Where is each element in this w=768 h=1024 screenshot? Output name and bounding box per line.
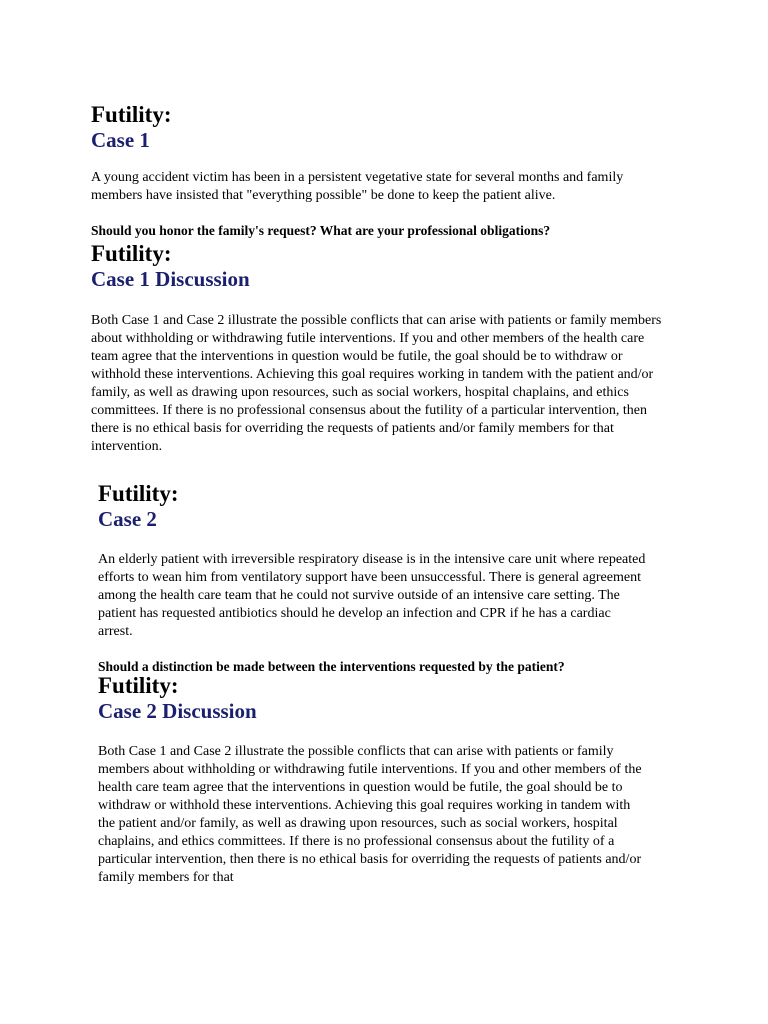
case1-discussion-heading: Futility: [91,241,172,266]
case2-discussion-body: Both Case 1 and Case 2 illustrate the possible conflicts that can arise with patients or family members about withholding or withdrawing futile interventions. If you and other members of the health care team agree that the interventions in question would be futile, the goal should be to withdraw or withhold these interventions. Achieving this goal requires working in tandem with the patient and/or family, as well as drawing upon resources, such as social workers, hospital chaplains, and ethics committees. If there is no professional consensus about the futility of a particular intervention, then there is no ethical basis for overriding the requests of patients and/or family members for that [98,744,642,885]
case1-heading: Futility: [91,102,172,127]
case2-discussion-section [98,672,643,887]
case2-discussion-subheading: Case 2 Discussion [98,699,257,723]
case2-question: Should a distinction be made between the interventions requested by the patient? [98,659,565,674]
case2-subheading: Case 2 [98,507,157,531]
case1-body: A young accident victim has been in a persistent vegetative state for several months and family members have insisted that "everything possible" be done to keep the patient alive. [91,170,624,203]
case1-subheading: Case 1 [91,128,150,152]
case1-discussion-body: Both Case 1 and Case 2 illustrate the possible conflicts that can arise with patients or family members about withholding or withdrawing futile interventions. If you and other members of the health care team agree that the interventions in question would be futile, the goal should be to withdraw or withhold these interventions. Achieving this goal requires working in tandem with the patient and/or family, as well as drawing upon resources, such as social workers, hospital chaplains, and ethics committees. If there is no professional consensus about the futility of a particular intervention, then there is no ethical basis for overriding the requests of patients and/or family members for that intervention. [91,313,662,454]
case2-heading: Futility: [98,481,179,506]
case2-discussion-heading: Futility: [98,673,179,698]
case2-section [98,480,646,676]
case2-body: An elderly patient with irreversible respiratory disease is in the intensive care unit where repeated efforts to wean him from ventilatory support have been unsuccessful. There is general agreement among the health care team that he could not survive outside of an intensive care setting. The patient has requested antibiotics should he develop an infection and CPR if he has a cardiac arrest. [98,552,646,639]
case1-question: Should you honor the family's request? What are your professional obligations? [91,223,551,238]
case1-discussion-subheading: Case 1 Discussion [91,267,250,291]
case1-discussion-section [91,240,671,456]
case1-section [91,101,671,240]
